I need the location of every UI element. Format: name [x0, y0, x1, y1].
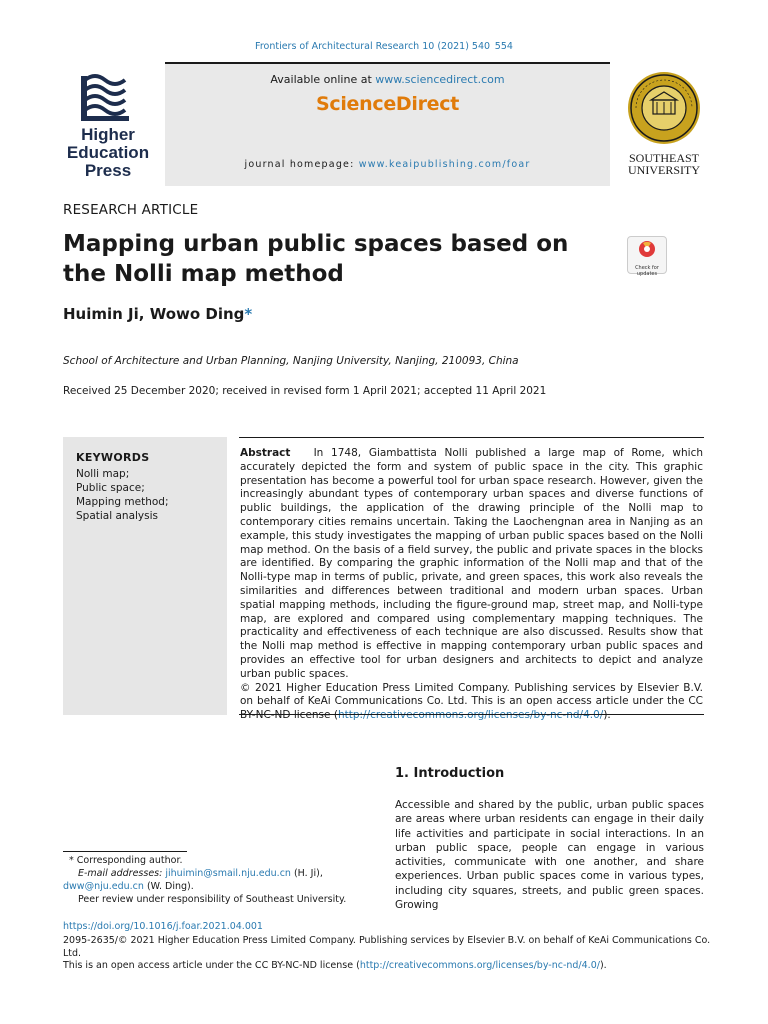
- journal-citation[interactable]: Frontiers of Architectural Research 10 (2021) 540 554: [255, 41, 513, 52]
- email-link-2[interactable]: dww@nju.edu.cn: [63, 881, 144, 892]
- abstract-rule-top: [239, 437, 704, 438]
- copyright-line-2-suffix: ).: [599, 960, 607, 971]
- university-logo: [626, 70, 702, 150]
- article-dates: Received 25 December 2020; received in revised form 1 April 2021; accepted 11 April 2021: [63, 385, 547, 397]
- university-seal-icon: [626, 70, 702, 146]
- introduction-text: Accessible and shared by the public, urban public spaces are areas where urban residents can engage in their daily life activities and participate in social interactions. In an urban public space, people can engage in various activities, communicate with one another, and share experiences. Urban public spaces come in various types, including city squares, streets, and public green spaces. Growing: [395, 799, 704, 912]
- journal-homepage: [165, 159, 610, 170]
- university-line-2: UNIVERSITY: [628, 163, 700, 177]
- check-for-updates-button[interactable]: [627, 236, 667, 277]
- publisher-line-2: Education: [66, 143, 150, 162]
- peer-review-note: Peer review under responsibility of Southeast University.: [78, 894, 347, 905]
- email-owner-1: (H. Ji),: [290, 868, 323, 879]
- article-title: Mapping urban public spaces based on the Nolli map method: [63, 231, 569, 287]
- email-owner-2: (W. Ding).: [143, 881, 194, 892]
- copyright-line-2-prefix: This is an open access article under the CC BY-NC-ND license (: [63, 960, 360, 971]
- keywords-box: [63, 437, 227, 715]
- publisher-line-3: Press: [84, 161, 132, 180]
- publisher-name: [58, 126, 158, 180]
- available-prefix: Available online at: [270, 73, 376, 86]
- sciencedirect-link[interactable]: www.sciencedirect.com: [375, 73, 505, 86]
- abstract-rule-bottom: [239, 714, 704, 715]
- copyright-line-1: 2095-2635/© 2021 Higher Education Press Limited Company. Publishing services by Elsevier B.V. on behalf of KeAi Communications Co. Ltd.: [63, 935, 711, 959]
- email-label: E-mail addresses:: [78, 868, 163, 879]
- check-for-updates-icon: [628, 237, 666, 261]
- authors: Huimin Ji, Wowo Ding: [63, 305, 245, 323]
- keyword-item: Public space;: [76, 482, 145, 494]
- abstract-copyright-end: ).: [603, 709, 611, 722]
- article-type: RESEARCH ARTICLE: [63, 202, 199, 218]
- book-stack-icon: [63, 70, 153, 124]
- author-list: [63, 305, 252, 323]
- abstract-text: In 1748, Giambattista Nolli published a large map of Rome, which accurately depicted the form and system of public space in the city. This graphic presentation has become a powerful tool for urban space research. However, given the increasingly abundant types of contemporary urban spaces and diverse functions of public buildings, the application of the drawing principle of the Nolli map to contemporary cities remains uncertain. Taking the Laochengnan area in Nanjing as an example, this study investigates the mapping of urban public spaces based on the Nolli map method. On the basis of a field survey, the public and private spaces in the blocks are identified. By comparing the graphic information of the Nolli map and that of the Nolli-type map in terms of public, private, and green spaces, this work also reveals the similarities and differences between traditional and modern urban spaces. Urban spatial mapping methods, including the figure-ground map, street map, and Nolli-type map, are explored and compared using complementary mapping techniques. The practicality and effectiveness of each technique are also discussed. Results show that the Nolli map method is effective in mapping contemporary urban public spaces and provides an effective tool for urban designers and architects to depict and analyze urban public spaces.: [240, 447, 703, 680]
- affiliation: School of Architecture and Urban Planning, Nanjing University, Nanjing, 210093, China: [63, 355, 519, 367]
- abstract-label: Abstract: [240, 447, 291, 459]
- journal-masthead: [165, 62, 610, 186]
- doi-link[interactable]: https://doi.org/10.1016/j.foar.2021.04.001: [63, 921, 263, 932]
- sciencedirect-wordmark: ScienceDirect: [315, 93, 459, 115]
- footnote-rule: [63, 851, 187, 852]
- section-heading: 1. Introduction: [395, 766, 505, 781]
- publisher-logo: [63, 70, 153, 128]
- homepage-prefix: journal homepage:: [244, 159, 359, 170]
- publisher-line-1: Higher: [81, 125, 135, 144]
- copyright-notice: [63, 935, 713, 973]
- corresponding-author-note: * Corresponding author.: [69, 855, 183, 866]
- university-name: [612, 152, 716, 176]
- keyword-item: Nolli map;: [76, 468, 130, 480]
- keyword-item: Mapping method;: [76, 496, 169, 508]
- abstract: [240, 447, 703, 723]
- email-link-1[interactable]: jihuimin@smail.nju.edu.cn: [165, 868, 291, 879]
- keyword-item: Spatial analysis: [76, 510, 159, 522]
- corresponding-author-mark[interactable]: *: [244, 305, 253, 323]
- keywords-title: KEYWORDS: [76, 451, 150, 464]
- available-online: [165, 73, 610, 86]
- bottom-license-link[interactable]: http://creativecommons.org/licenses/by-nc-nd/4.0/: [359, 960, 600, 971]
- license-link[interactable]: http://creativecommons.org/licenses/by-nc-nd/4.0/: [337, 709, 604, 722]
- copyright-line-2: [63, 960, 713, 973]
- abstract-copyright: © 2021 Higher Education Press Limited Company. Publishing services by Elsevier B.V. on behalf of KeAi Communications Co. Ltd. This is an open access article under the CC BY-NC-ND license (: [240, 681, 703, 722]
- email-addresses: [63, 867, 383, 893]
- check-for-updates-label: Check for updates: [635, 265, 659, 277]
- homepage-link[interactable]: www.keaipublishing.com/foar: [358, 159, 531, 170]
- university-line-1: SOUTHEAST: [628, 151, 699, 165]
